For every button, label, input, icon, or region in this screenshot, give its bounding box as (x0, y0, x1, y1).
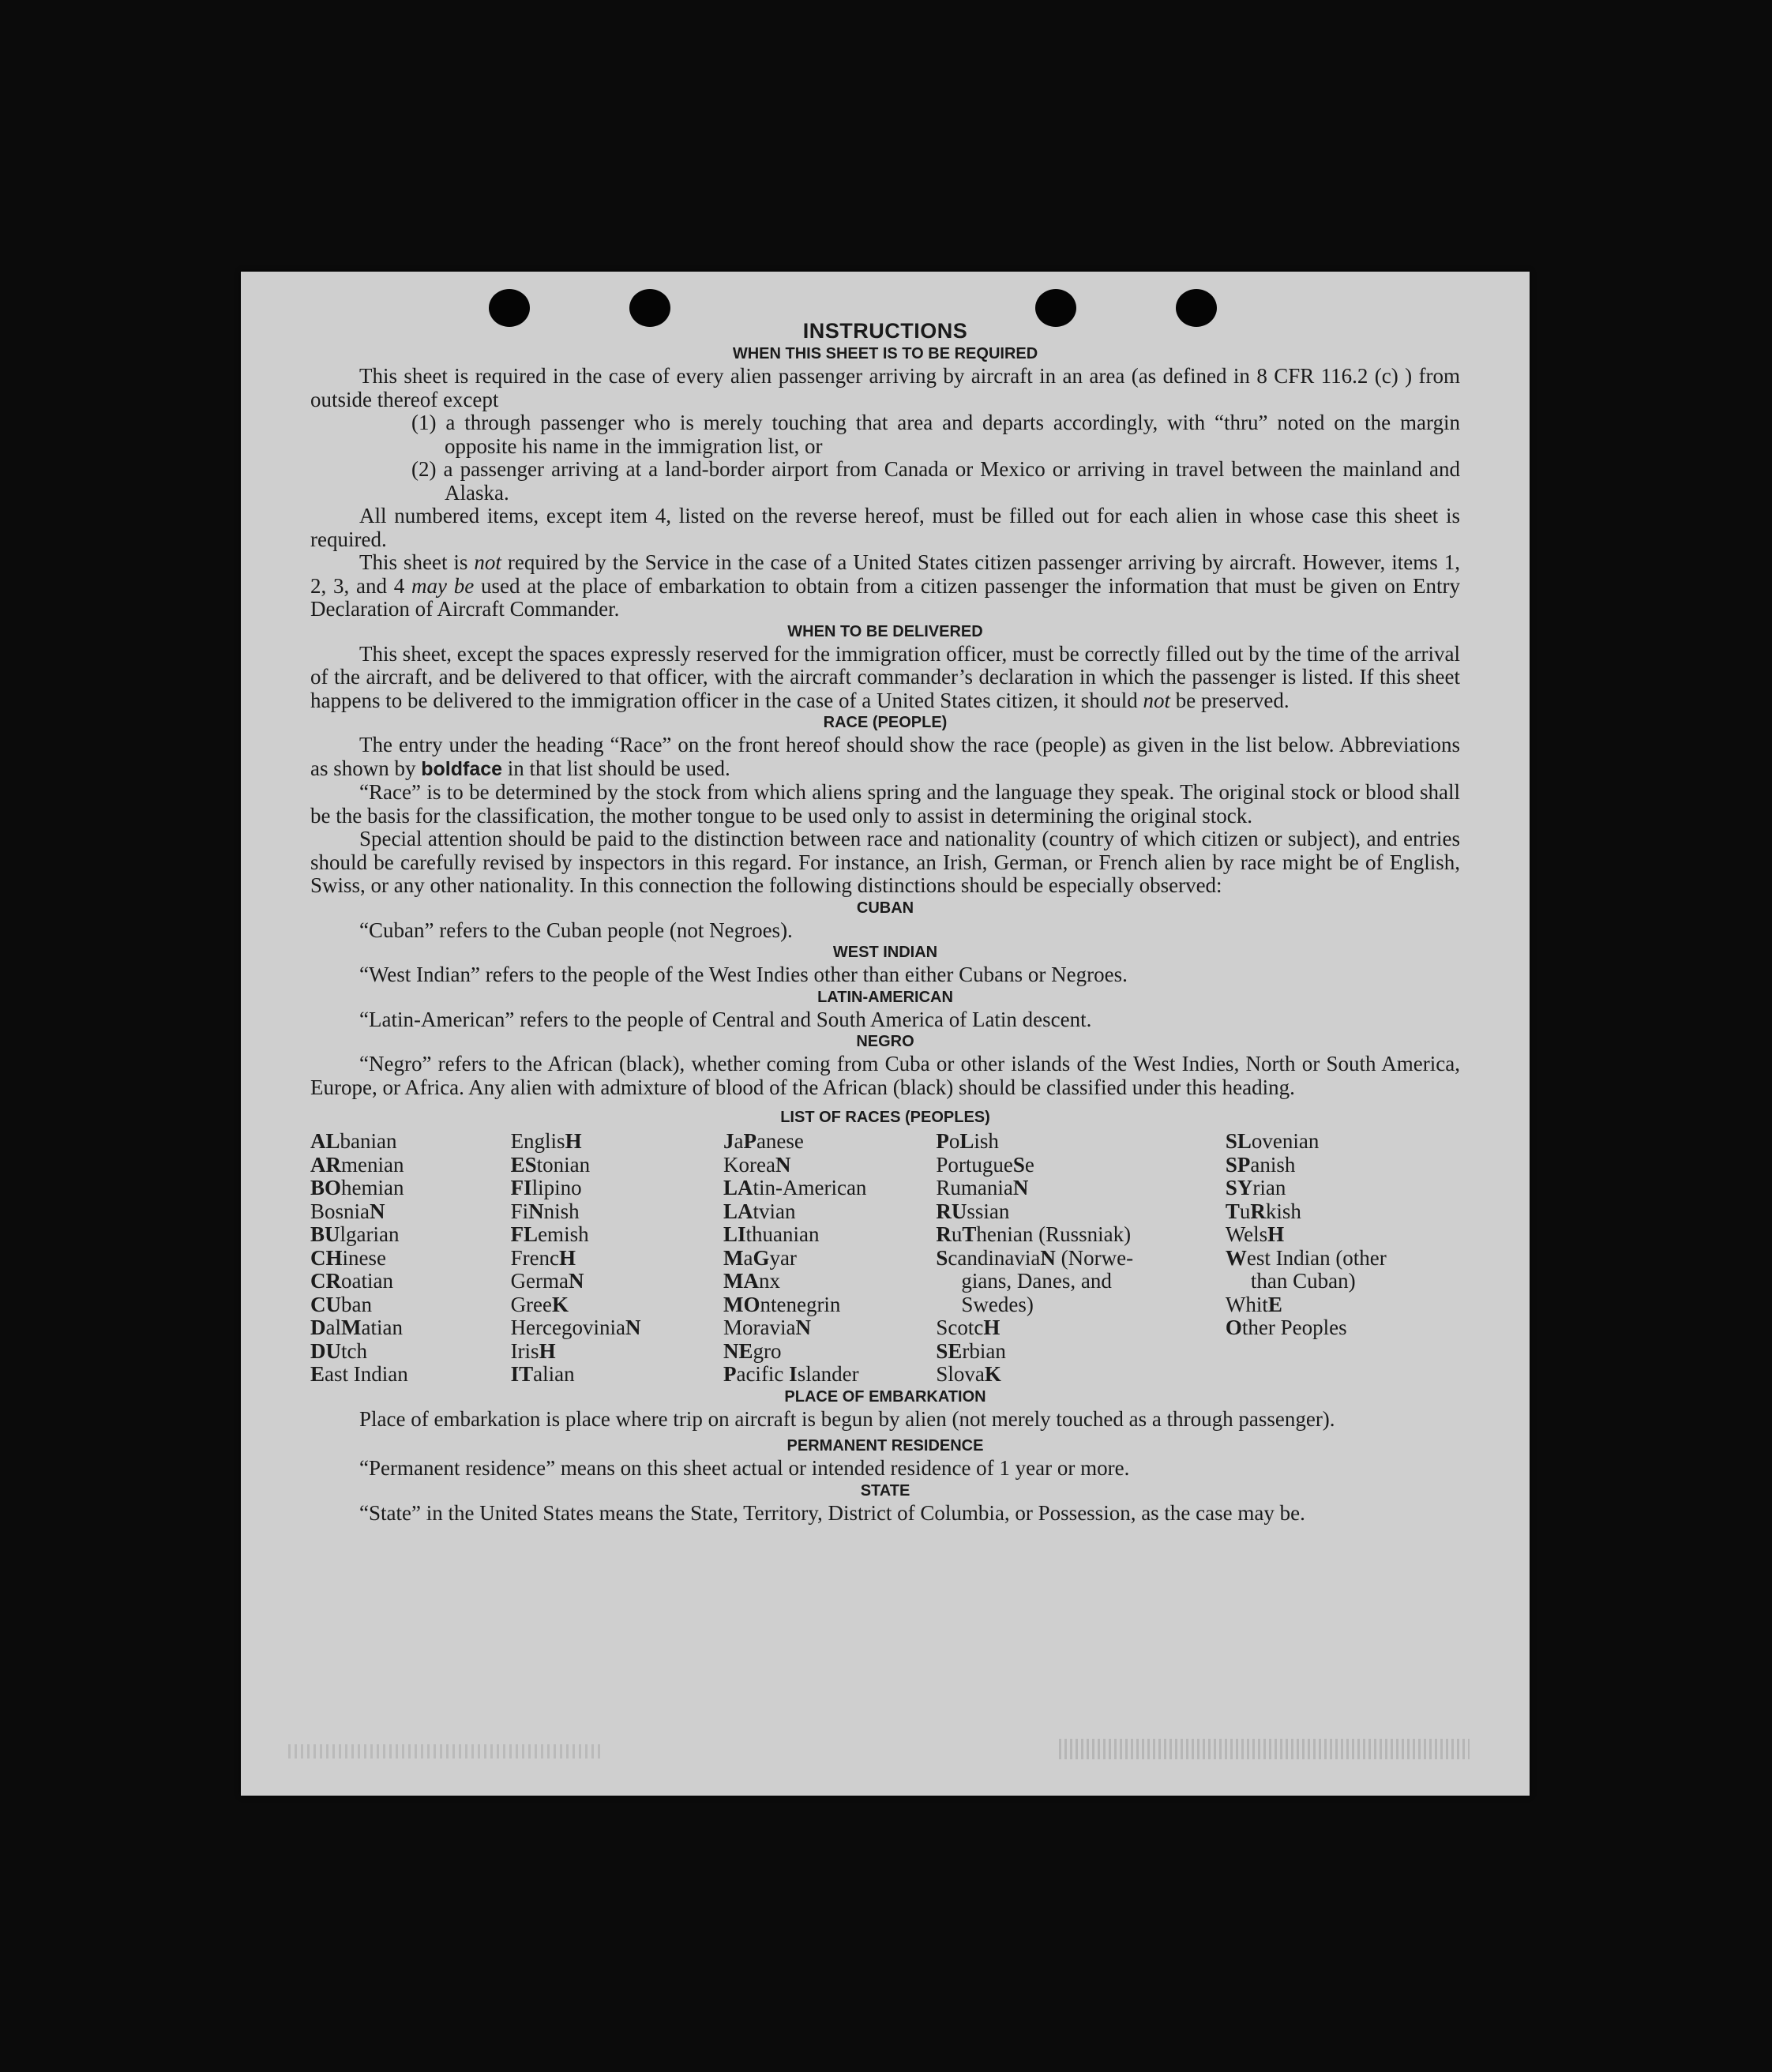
races-column (1226, 1130, 1460, 1387)
faint-bleed-through-text (288, 1744, 604, 1759)
race-entry: DalMatian (310, 1316, 403, 1339)
section-heading-negro: NEGRO (856, 1033, 914, 1050)
race-entry: LAtin-American (723, 1176, 867, 1199)
race-entry: GermaN (510, 1269, 584, 1293)
race-entry: EnglisH (510, 1129, 582, 1153)
race-entry: PortugueSe (936, 1152, 1034, 1177)
list-item: (1) a through passenger who is merely touching that area and departs accordingly, with “thru” noted on the margin opposite his name in the immigration list, or (411, 411, 1460, 458)
section-heading-race: RACE (PEOPLE) (823, 714, 948, 731)
races-column (511, 1130, 723, 1387)
races-list (310, 1130, 1460, 1387)
race-entry: BosniaN (310, 1199, 385, 1223)
section-heading-required: WHEN THIS SHEET IS TO BE REQUIRED (732, 345, 1038, 362)
race-entry: WelsH (1225, 1222, 1285, 1246)
race-entry: MOntenegrin (723, 1292, 841, 1316)
race-entry: HercegoviniaN (510, 1316, 641, 1339)
section-heading-delivered: WHEN TO BE DELIVERED (787, 622, 983, 640)
paragraph: All numbered items, except item 4, listed on the reverse hereof, must be filled out for each alien in whose case this sheet is required. (310, 504, 1460, 551)
races-column (723, 1130, 936, 1387)
paragraph: “Negro” refers to the African (black), whether coming from Cuba or other islands of the West Indies, North or South America, Europe, or Africa. Any alien with admixture of blood of the African (black) should be classified under this heading. (310, 1052, 1460, 1099)
race-entry: SLovenian (1225, 1129, 1320, 1153)
punch-hole (1176, 289, 1217, 327)
punch-hole (629, 289, 670, 327)
section-heading-west-indian: WEST INDIAN (832, 944, 938, 961)
race-entry: ARmenian (310, 1152, 404, 1177)
punch-hole (489, 289, 530, 327)
race-entry: LAtvian (723, 1199, 796, 1223)
paragraph: “Permanent residence” means on this sheet actual or intended residence of 1 year or more. (359, 1456, 1130, 1480)
race-entry: SErbian (936, 1338, 1006, 1363)
list-item: (2) a passenger arriving at a land-border airport from Canada or Mexico or arriving in travel between the mainland and Alaska. (411, 457, 1460, 505)
race-entry: TuRkish (1225, 1199, 1301, 1223)
race-entry: Other Peoples (1225, 1316, 1347, 1339)
race-entry: East Indian (310, 1362, 408, 1386)
race-entry: than Cuban) (1250, 1269, 1356, 1293)
race-entry: BUlgarian (310, 1222, 400, 1246)
paragraph: This sheet, except the spaces expressly reserved for the immigration officer, must be correctly filled out by the time of the arrival of the aircraft, and be delivered to that officer, with the aircraft commander’s declaration in which the passenger is listed. If this sheet happens to be delivered to the immigration officer in the case of a United States citizen, it should not be preserved. (310, 641, 1460, 712)
races-column (310, 1130, 511, 1387)
faint-bleed-through-text (1059, 1739, 1470, 1759)
page-title: INSTRUCTIONS (802, 319, 968, 343)
race-entry: MoraviaN (723, 1316, 811, 1339)
race-entry: RumaniaN (936, 1176, 1029, 1199)
race-entry: NEgro (723, 1338, 782, 1363)
paragraph: Place of embarkation is place where trip on aircraft is begun by alien (not merely touched as a through passenger). (359, 1406, 1335, 1431)
race-entry: KoreaN (723, 1152, 791, 1177)
race-entry: CRoatian (310, 1269, 393, 1293)
paragraph: “Cuban” refers to the Cuban people (not Negroes). (359, 918, 793, 942)
race-entry: West Indian (other (1225, 1245, 1387, 1270)
race-entry: SlovaK (936, 1362, 1001, 1386)
race-entry: ScotcH (936, 1316, 1001, 1339)
races-column (936, 1130, 1225, 1387)
race-entry: IrisH (510, 1338, 556, 1363)
race-entry: EStonian (510, 1152, 591, 1177)
section-heading-latin: LATIN-AMERICAN (817, 988, 953, 1006)
race-entry: SYrian (1225, 1176, 1286, 1199)
race-entry: CUban (310, 1292, 372, 1316)
race-entry: ScandinaviaN (Norwe- (936, 1245, 1134, 1270)
paragraph: “State” in the United States means the State, Territory, District of Columbia, or Possession, as the case may be. (359, 1500, 1305, 1525)
race-entry: PoLish (936, 1129, 999, 1153)
instruction-sheet (241, 272, 1530, 1796)
section-heading-races-list: LIST OF RACES (PEOPLES) (780, 1109, 990, 1126)
paragraph: Special attention should be paid to the distinction between race and nationality (country of which citizen or subject), and entries should be carefully revised by inspectors in this regard. For instance, an Irish, German, or French alien by race might be of English, Swiss, or any other nationality. In this connection the following distinctions should be especially observed: (310, 827, 1460, 897)
race-entry: SPanish (1225, 1152, 1296, 1177)
section-heading-cuban: CUBAN (856, 899, 914, 917)
race-entry: gians, Danes, and (961, 1269, 1112, 1293)
race-entry: FLemish (510, 1222, 589, 1246)
race-entry: BOhemian (310, 1176, 404, 1199)
section-heading-embarkation: PLACE OF EMBARKATION (784, 1387, 986, 1406)
section-heading-state: STATE (860, 1481, 910, 1500)
paragraph: “Race” is to be determined by the stock from which aliens spring and the language they speak. The original stock or blood shall be the basis for the classification, the mother tongue to be used only to assist in determining the original stock. (310, 780, 1460, 828)
race-entry: MaGyar (723, 1245, 797, 1270)
punch-hole (1035, 289, 1076, 327)
paragraph: This sheet is required in the case of every alien passenger arriving by aircraft in an area (as defined in 8 CFR 116.2 (c) ) from outside thereof except (310, 364, 1460, 411)
race-entry: Pacific Islander (723, 1362, 859, 1386)
paragraph: “West Indian” refers to the people of the West Indies other than either Cubans or Negroes. (359, 963, 1128, 986)
race-entry: ITalian (510, 1362, 575, 1386)
race-entry: WhitE (1225, 1292, 1282, 1316)
section-heading-residence: PERMANENT RESIDENCE (787, 1437, 984, 1455)
race-entry: RuThenian (Russniak) (936, 1222, 1132, 1246)
paragraph: This sheet is not required by the Service in the case of a United States citizen passenger arriving by aircraft. However, items 1, 2, 3, and 4 may be used at the place of embarkation to obtain from a citizen passenger the information that must be given on Entry Declaration of Aircraft Commander. (310, 550, 1461, 621)
race-entry: RUssian (936, 1199, 1010, 1223)
race-entry: JaPanese (723, 1129, 804, 1153)
paragraph: “Latin-American” refers to the people of Central and South America of Latin descent. (359, 1007, 1092, 1031)
race-entry: MAnx (723, 1269, 780, 1293)
race-entry: CHinese (310, 1245, 386, 1270)
race-entry: FrencH (510, 1245, 576, 1270)
race-entry: DUtch (310, 1338, 367, 1363)
race-entry: LIthuanian (723, 1222, 820, 1246)
race-entry: ALbanian (310, 1129, 397, 1153)
race-entry: Swedes) (961, 1292, 1034, 1316)
paragraph: The entry under the heading “Race” on the front hereof should show the race (people) as given in the list below. Abbreviations as shown by boldface in that list should be used. (310, 733, 1460, 780)
race-entry: FiNnish (510, 1199, 580, 1223)
race-entry: GreeK (510, 1292, 569, 1316)
race-entry: FIlipino (510, 1176, 582, 1199)
